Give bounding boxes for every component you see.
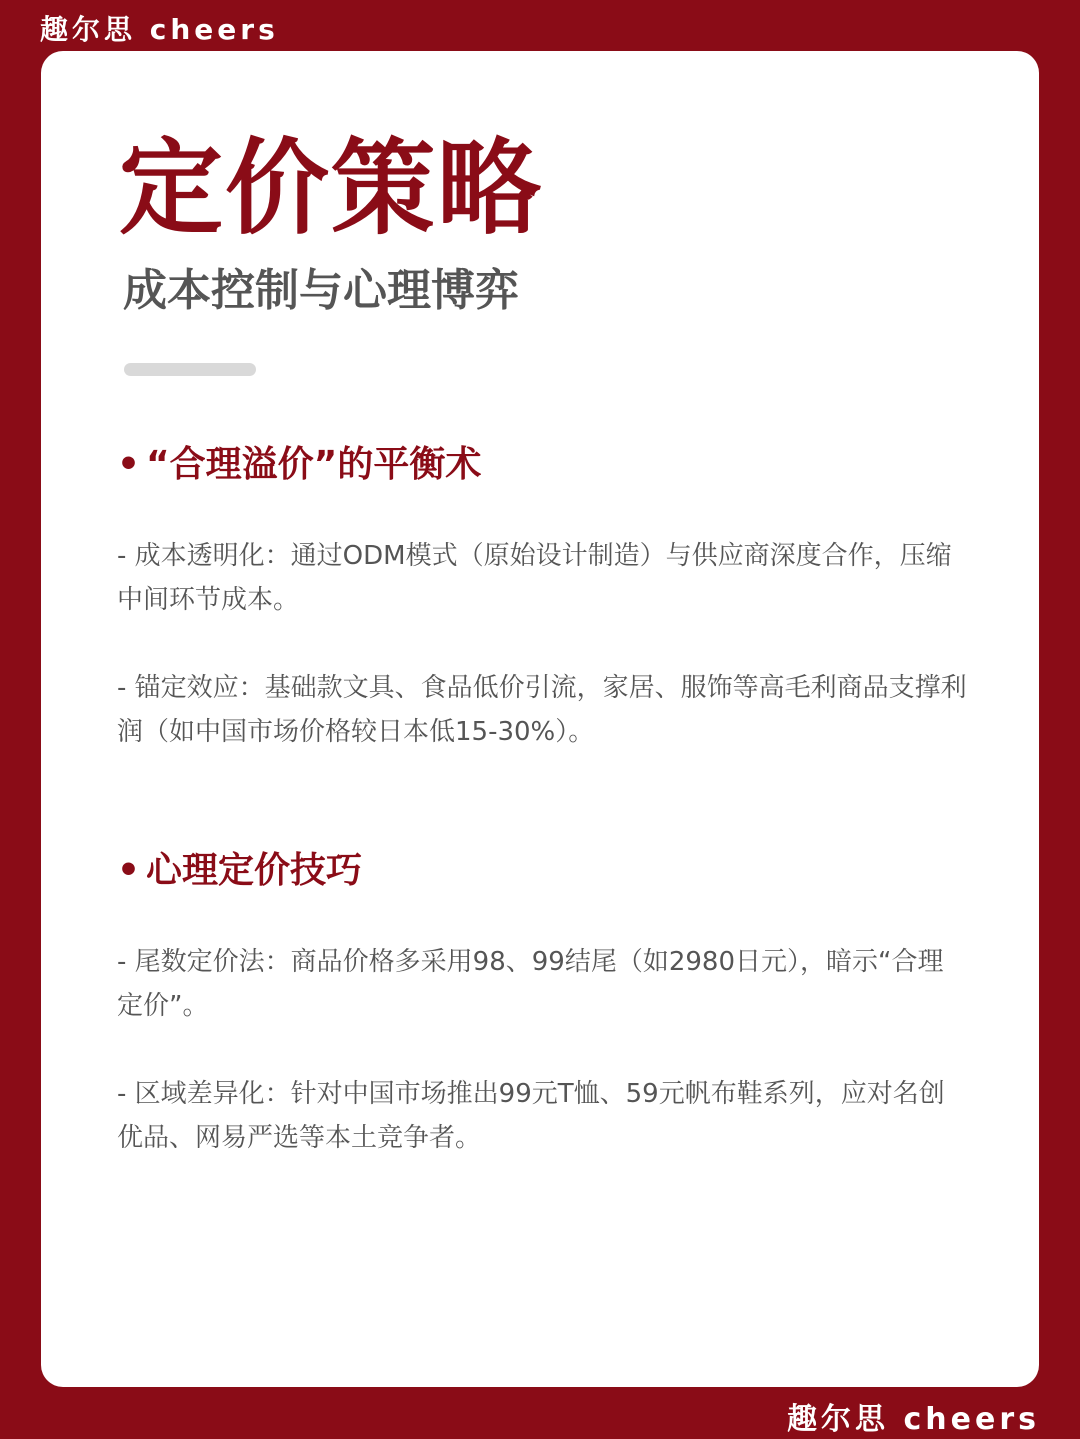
content-card bbox=[41, 51, 1039, 1387]
paragraph-anchoring-effect: - 锚定效应：基础款文具、食品低价引流，家居、服饰等高毛利商品支撑利润（如中国市场价格较日本低15-30%）。 bbox=[117, 673, 967, 748]
paragraph-odd-pricing: - 尾数定价法：商品价格多采用98、99结尾（如2980日元），暗示“合理定价”。 bbox=[117, 947, 944, 1022]
bullet-icon: • bbox=[117, 444, 141, 485]
section-heading bbox=[117, 443, 967, 486]
paragraph-cost-transparency: - 成本透明化：通过ODM模式（原始设计制造）与供应商深度合作，压缩中间环节成本。 bbox=[117, 541, 952, 616]
section-heading bbox=[117, 849, 967, 892]
brand-logo-bottom: 趣尔思 cheers bbox=[787, 1402, 1040, 1437]
section-heading-text: “合理溢价”的平衡术 bbox=[146, 444, 482, 485]
section-heading-text: 心理定价技巧 bbox=[146, 850, 363, 891]
title-divider bbox=[124, 363, 256, 376]
section-psychological-pricing bbox=[117, 849, 967, 1204]
brand-logo-top: 趣尔思 cheers bbox=[40, 13, 279, 46]
page-title: 定价策略 bbox=[119, 127, 544, 249]
paragraph-regional-differentiation: - 区域差异化：针对中国市场推出99元T恤、59元帆布鞋系列，应对名创优品、网易严选等本土竞争者。 bbox=[117, 1079, 945, 1154]
bullet-icon: • bbox=[117, 850, 141, 891]
page-subtitle: 成本控制与心理博弈 bbox=[123, 265, 519, 316]
section-reasonable-premium bbox=[117, 443, 967, 798]
